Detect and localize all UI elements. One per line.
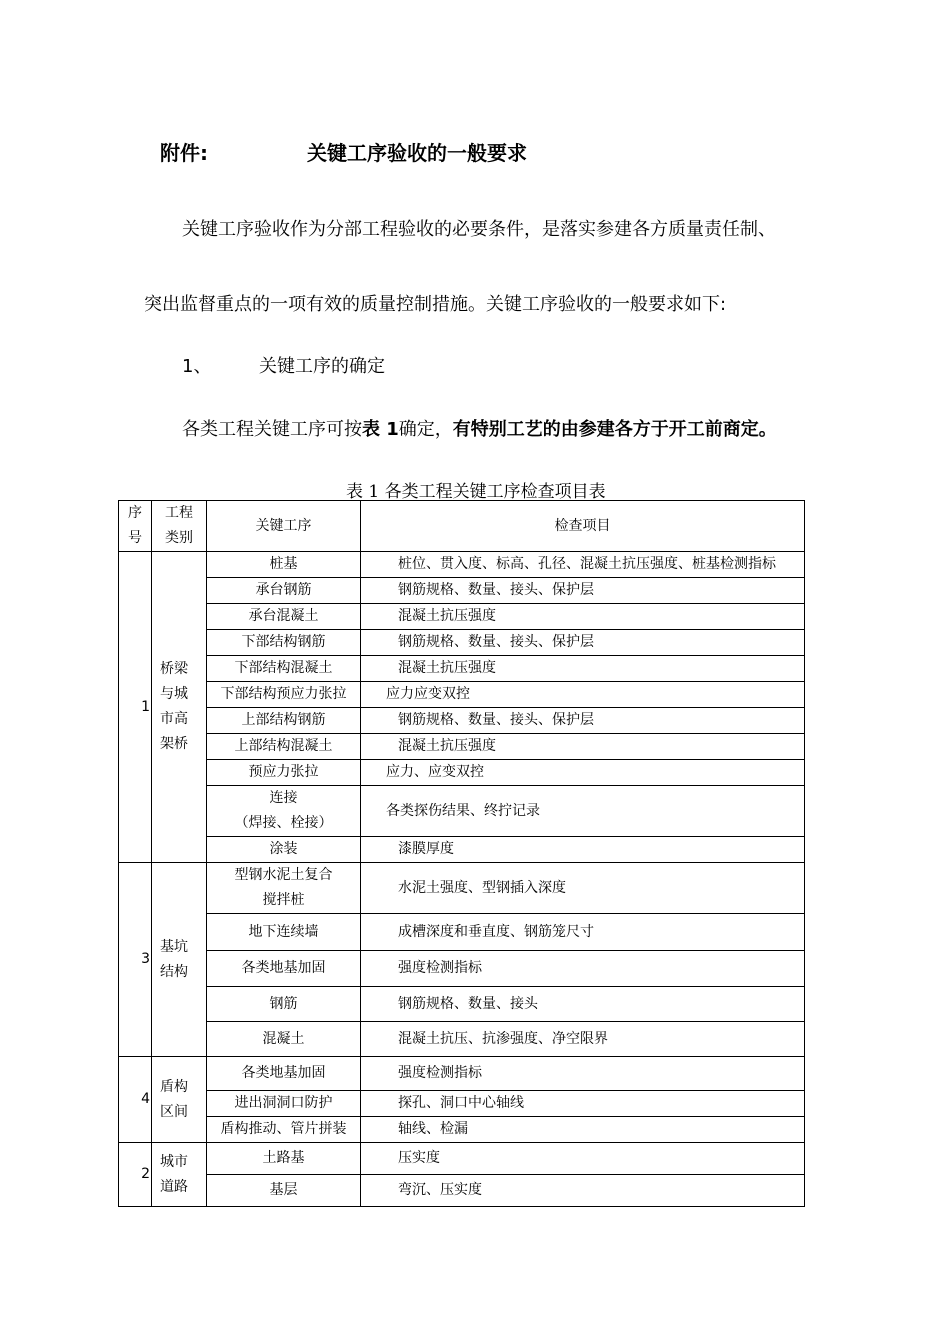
category-cell: 基坑 结构 — [152, 863, 207, 1057]
check-item-cell: 成槽深度和垂直度、钢筋笼尺寸 — [361, 914, 805, 951]
key-process-cell: 上部结构钢筋 — [207, 708, 361, 734]
seq-cell: 1 — [119, 552, 152, 863]
table-row — [119, 656, 805, 682]
key-process-cell: 下部结构混凝土 — [207, 656, 361, 682]
check-item-cell: 混凝土抗压、抗渗强度、净空限界 — [361, 1022, 805, 1057]
check-item-cell: 钢筋规格、数量、接头、保护层 — [361, 578, 805, 604]
table-row — [119, 760, 805, 786]
intro-line-2: 突出监督重点的一项有效的质量控制措施。关键工序验收的一般要求如下: — [144, 294, 727, 315]
table-row — [119, 552, 805, 578]
table-row — [119, 914, 805, 951]
key-process-cell: 承台钢筋 — [207, 578, 361, 604]
key-process-cell: 各类地基加固 — [207, 1057, 361, 1091]
key-process-cell: 承台混凝土 — [207, 604, 361, 630]
check-item-cell: 强度检测指标 — [361, 951, 805, 987]
header-seq: 序 号 — [119, 501, 152, 552]
key-process-cell: 钢筋 — [207, 987, 361, 1022]
check-item-cell: 水泥土强度、型钢插入深度 — [361, 863, 805, 914]
check-item-cell: 应力、应变双控 — [361, 760, 805, 786]
para-bold-special: 有特别工艺的由参建各方于开工前商定。 — [452, 419, 777, 440]
header-category: 工程 类别 — [152, 501, 207, 552]
check-item-cell: 应力应变双控 — [361, 682, 805, 708]
section-title: 关键工序的确定 — [259, 356, 385, 377]
para-text-2: 确定， — [398, 419, 453, 440]
header-key-process: 关键工序 — [207, 501, 361, 552]
key-process-cell: 各类地基加固 — [207, 951, 361, 987]
check-item-cell: 钢筋规格、数量、接头、保护层 — [361, 708, 805, 734]
check-item-cell: 漆膜厚度 — [361, 837, 805, 863]
paragraph-table-reference — [182, 415, 777, 441]
table-row — [119, 1143, 805, 1175]
table-row — [119, 951, 805, 987]
check-item-cell: 轴线、检漏 — [361, 1117, 805, 1143]
table-row — [119, 837, 805, 863]
category-cell: 桥梁 与城 市高 架桥 — [152, 552, 207, 863]
key-process-cell: 进出洞洞口防护 — [207, 1091, 361, 1117]
para-text-1: 各类工程关键工序可按 — [182, 419, 362, 440]
table-row — [119, 1022, 805, 1057]
header-check-items: 检查项目 — [361, 501, 805, 552]
seq-cell: 4 — [119, 1057, 152, 1143]
page-title: 关键工序验收的一般要求 — [307, 141, 527, 165]
table-row — [119, 578, 805, 604]
table-row — [119, 1091, 805, 1117]
seq-cell: 2 — [119, 1143, 152, 1207]
key-process-table — [118, 500, 805, 1207]
attachment-label: 附件: — [160, 141, 208, 165]
key-process-cell: 型钢水泥土复合 搅拌桩 — [207, 863, 361, 914]
check-item-cell: 混凝土抗压强度 — [361, 656, 805, 682]
table-row — [119, 682, 805, 708]
table-caption: 表 1 各类工程关键工序检查项目表 — [346, 482, 606, 502]
check-item-cell: 钢筋规格、数量、接头 — [361, 987, 805, 1022]
table-row — [119, 1175, 805, 1207]
category-cell: 盾构 区间 — [152, 1057, 207, 1143]
check-item-cell: 各类探伤结果、终拧记录 — [361, 786, 805, 837]
table-row — [119, 786, 805, 837]
key-process-cell: 混凝土 — [207, 1022, 361, 1057]
key-process-cell: 土路基 — [207, 1143, 361, 1175]
table-row — [119, 1057, 805, 1091]
key-process-cell: 盾构推动、管片拼装 — [207, 1117, 361, 1143]
key-process-cell: 上部结构混凝土 — [207, 734, 361, 760]
table-row — [119, 1117, 805, 1143]
key-process-cell: 下部结构钢筋 — [207, 630, 361, 656]
seq-cell: 3 — [119, 863, 152, 1057]
key-process-cell: 下部结构预应力张拉 — [207, 682, 361, 708]
table-row — [119, 630, 805, 656]
key-process-cell: 桩基 — [207, 552, 361, 578]
table-row — [119, 604, 805, 630]
key-process-cell: 基层 — [207, 1175, 361, 1207]
section-number: 1、 — [182, 356, 212, 377]
key-process-cell: 连接 （焊接、栓接） — [207, 786, 361, 837]
table-row — [119, 987, 805, 1022]
key-process-cell: 地下连续墙 — [207, 914, 361, 951]
check-item-cell: 强度检测指标 — [361, 1057, 805, 1091]
table-row — [119, 863, 805, 914]
table-header-row — [119, 501, 805, 552]
check-item-cell: 混凝土抗压强度 — [361, 734, 805, 760]
check-item-cell: 混凝土抗压强度 — [361, 604, 805, 630]
key-process-cell: 预应力张拉 — [207, 760, 361, 786]
check-item-cell: 钢筋规格、数量、接头、保护层 — [361, 630, 805, 656]
check-item-cell: 桩位、贯入度、标高、孔径、混凝土抗压强度、桩基检测指标 — [361, 552, 805, 578]
check-item-cell: 探孔、洞口中心轴线 — [361, 1091, 805, 1117]
check-item-cell: 弯沉、压实度 — [361, 1175, 805, 1207]
table-row — [119, 708, 805, 734]
key-process-cell: 涂装 — [207, 837, 361, 863]
intro-line-1: 关键工序验收作为分部工程验收的必要条件，是落实参建各方质量责任制、 — [182, 219, 776, 240]
check-item-cell: 压实度 — [361, 1143, 805, 1175]
para-bold-table-ref: 表 1 — [362, 419, 399, 440]
category-cell: 城市 道路 — [152, 1143, 207, 1207]
table-row — [119, 734, 805, 760]
